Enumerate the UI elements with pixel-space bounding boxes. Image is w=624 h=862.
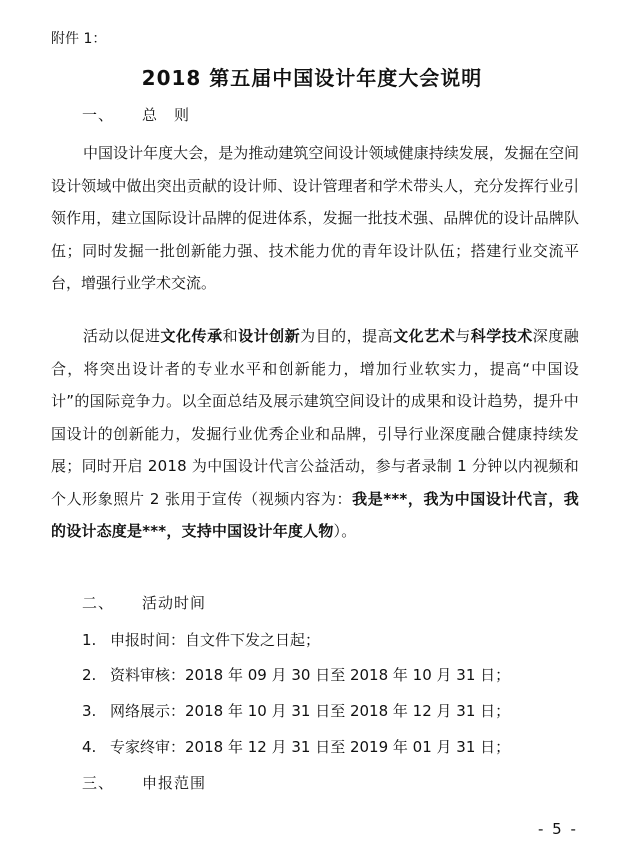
paragraph-intro: 中国设计年度大会，是为推动建筑空间设计领域健康持续发展，发掘在空间设计领域中做出突出贡献的设计师、设计管理者和学术带头人，充分发挥行业引领作用，建立国际设计品牌的促进体系，发掘一批技术强、品牌优的设计品牌队伍；同时发掘一批创新能力强、技术能力优的青年设计队伍；搭建行业交流平台，增强行业学术交流。 xyxy=(51,144,579,292)
timeline-item: 2. 资料审核：2018 年 09 月 30 日至 2018 年 10 月 31 日； xyxy=(82,666,511,684)
timeline-item: 4. 专家终审：2018 年 12 月 31 日至 2019 年 01 月 31 日； xyxy=(82,738,511,756)
paragraph-activity: 活动以促进文化传承和设计创新为目的，提高文化艺术与科学技术深度融合，将突出设计者的专业水平和创新能力，增加行业软实力，提高“中国设计”的国际竞争力。以全面总结及展示建筑空间设计的成果和设计趋势，提升中国设计的创新能力，发掘行业优秀企业和品牌，引导行业深度融合健康持续发展；同时开启 2018 为中国设计代言公益活动，参与者录制 1 分钟以内视频和个人形象照片 2 张用于宣传（视频内容为：我是***，我为中国设计代言，我的设计态度是***，支持中国设计年度人物）。 xyxy=(51,327,579,540)
section-title: 申报范围 xyxy=(142,774,207,792)
page-number: - 5 - xyxy=(538,820,578,838)
section-number: 一、 xyxy=(82,106,115,124)
attachment-label: 附件 1： xyxy=(51,31,107,47)
page-title: 2018 第五届中国设计年度大会说明 xyxy=(141,66,483,90)
timeline-item: 3. 网络展示：2018 年 10 月 31 日至 2018 年 12 月 31 日； xyxy=(82,702,511,720)
section-heading-time xyxy=(82,592,206,613)
section-number: 三、 xyxy=(82,774,115,792)
section-title: 活动时间 xyxy=(142,594,207,612)
timeline-item: 1. 申报时间：自文件下发之日起； xyxy=(82,631,321,649)
section-title: 总 则 xyxy=(142,106,191,124)
section-heading-general xyxy=(82,104,190,125)
section-heading-scope xyxy=(82,772,206,793)
section-number: 二、 xyxy=(82,594,115,612)
